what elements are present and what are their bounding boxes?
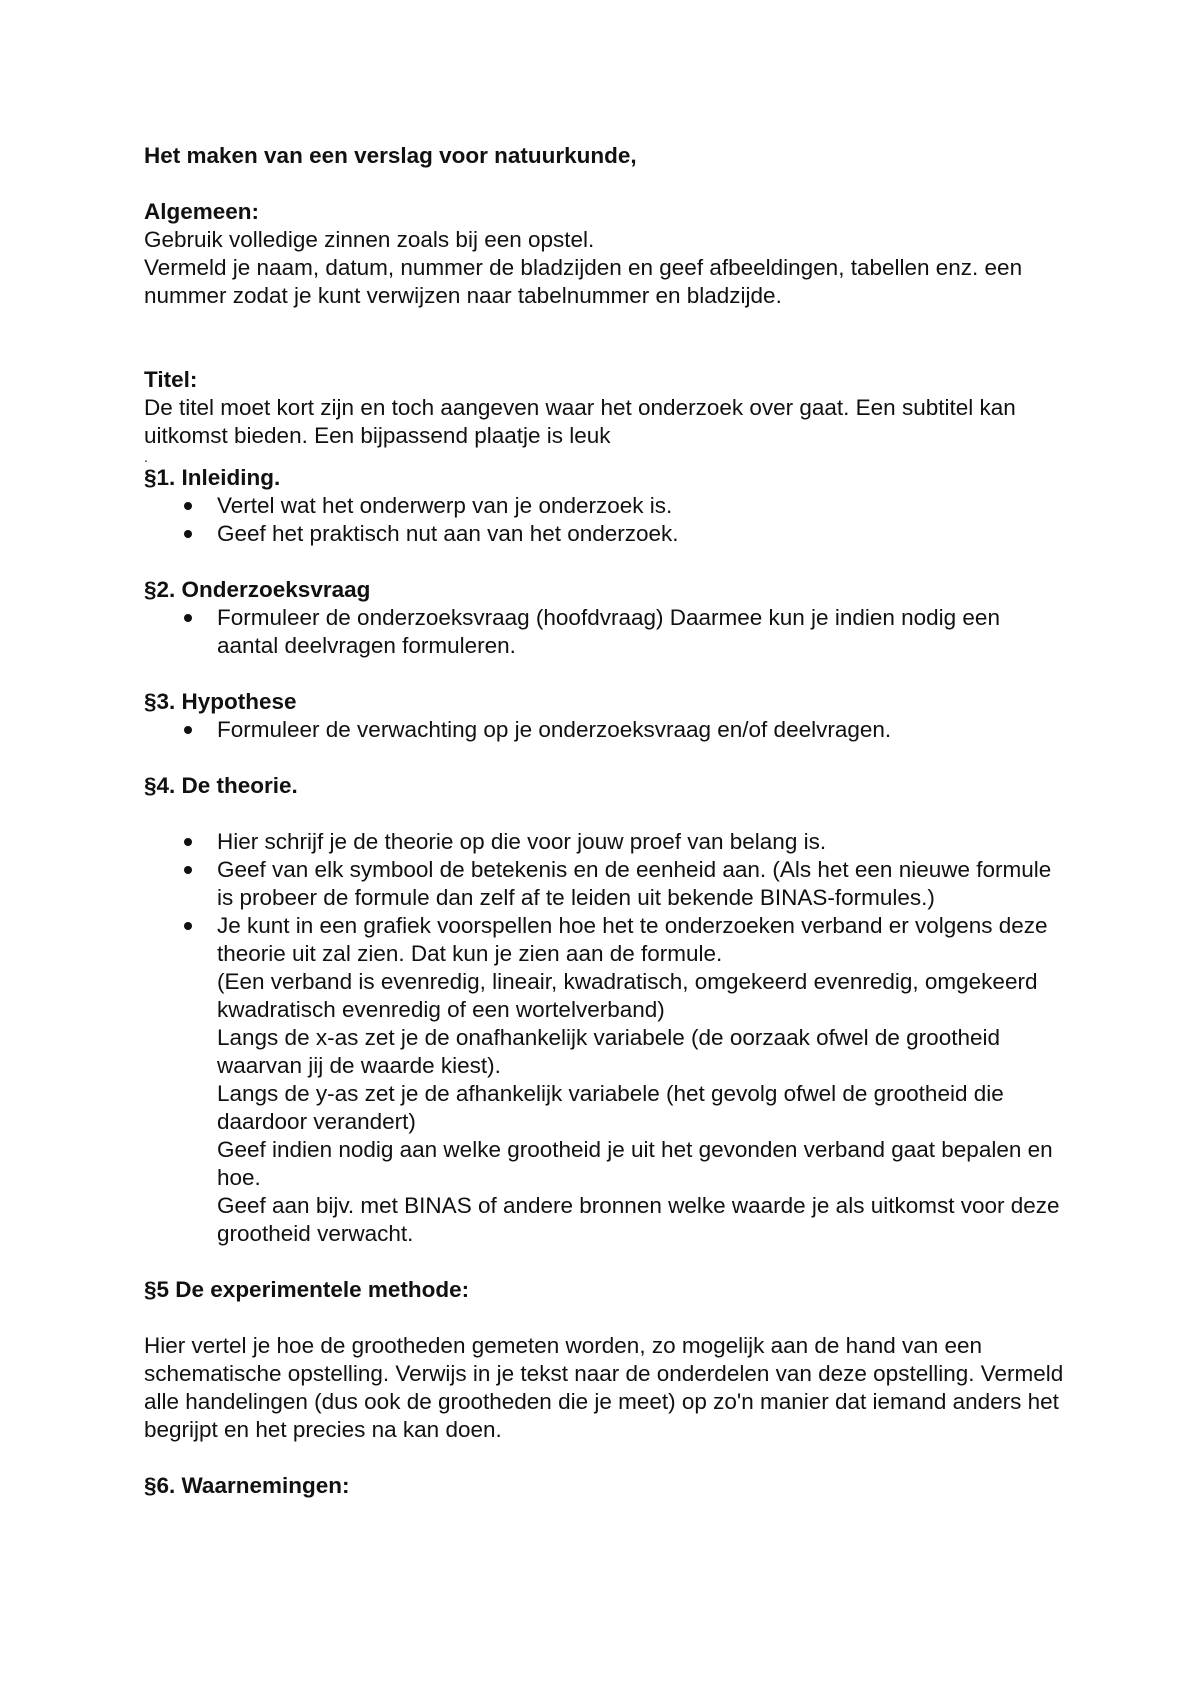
bullet-icon — [184, 614, 192, 622]
list-item — [144, 828, 1064, 856]
bullet-icon — [184, 530, 192, 538]
theorie-grafiek-intro: Je kunt in een grafiek voorspellen hoe het te onderzoeken verband er volgens deze theorie uit zal zien. Dat kun je zien aan de formule. — [217, 913, 1048, 966]
list-item-text: Formuleer de onderzoeksvraag (hoofdvraag) Daarmee kun je indien nodig een aantal deelvragen formuleren. — [217, 605, 1000, 658]
list-item-text: Vertel wat het onderwerp van je onderzoek is. — [217, 493, 673, 518]
bullet-icon — [184, 726, 192, 734]
algemeen-line-2: Vermeld je naam, datum, nummer de bladzijden en geef afbeeldingen, tabellen enz. een nummer zodat je kunt verwijzen naar tabelnummer en bladzijde. — [144, 255, 1023, 308]
titel-text: De titel moet kort zijn en toch aangeven waar het onderzoek over gaat. Een subtitel kan uitkomst bieden. Een bijpassend plaatje is leuk — [144, 395, 1016, 448]
onderzoeksvraag-list — [144, 604, 1064, 660]
list-item — [144, 492, 1064, 520]
heading-methode: §5 De experimentele methode: — [144, 1277, 470, 1302]
heading-titel: Titel: — [144, 367, 198, 392]
heading-theorie: §4. De theorie. — [144, 773, 298, 798]
bullet-icon — [184, 866, 192, 874]
list-item-text: Hier schrijf je de theorie op die voor jouw proef van belang is. — [217, 829, 827, 854]
document-title: Het maken van een verslag voor natuurkunde, — [144, 143, 637, 168]
methode-text: Hier vertel je hoe de grootheden gemeten worden, zo mogelijk aan de hand van een schematische opstelling. Verwijs in je tekst naar de onderdelen van deze opstelling. Vermeld alle handelingen (dus ook de grootheden die je meet) op zo'n manier dat iemand anders het begrijpt en het precies na kan doen. — [144, 1333, 1064, 1442]
bullet-icon — [184, 838, 192, 846]
list-item-text: Geef van elk symbool de betekenis en de eenheid aan. (Als het een nieuwe formule is probeer de formule dan zelf af te leiden uit bekende BINAS-formules.) — [217, 857, 1052, 910]
theorie-x-as: Langs de x-as zet je de onafhankelijk variabele (de oorzaak ofwel de grootheid waarvan jij de waarde kiest). — [217, 1025, 1000, 1078]
list-item — [144, 716, 1064, 744]
theorie-binas: Geef aan bijv. met BINAS of andere bronnen welke waarde je als uitkomst voor deze grootheid verwacht. — [217, 1193, 1060, 1246]
list-item-text: Formuleer de verwachting op je onderzoeksvraag en/of deelvragen. — [217, 717, 892, 742]
theorie-y-as: Langs de y-as zet je de afhankelijk variabele (het gevolg ofwel de grootheid die daardoor verandert) — [217, 1081, 1004, 1134]
list-item — [144, 856, 1064, 912]
heading-inleiding: §1. Inleiding. — [144, 465, 281, 490]
hypothese-list — [144, 716, 1064, 744]
list-item — [144, 912, 1064, 1248]
bullet-icon — [184, 502, 192, 510]
heading-algemeen: Algemeen: — [144, 199, 260, 224]
inleiding-list — [144, 492, 1064, 548]
heading-waarnemingen: §6. Waarnemingen: — [144, 1473, 350, 1498]
algemeen-line-1: Gebruik volledige zinnen zoals bij een opstel. — [144, 227, 595, 252]
bullet-icon — [184, 922, 192, 930]
list-item — [144, 604, 1064, 660]
document-page — [144, 142, 1064, 1500]
heading-hypothese: §3. Hypothese — [144, 689, 297, 714]
list-item — [144, 520, 1064, 548]
theorie-list — [144, 828, 1064, 1248]
theorie-verband: (Een verband is evenredig, lineair, kwadratisch, omgekeerd evenredig, omgekeerd kwadratisch evenredig of een wortelverband) — [217, 969, 1038, 1022]
heading-onderzoeksvraag: §2. Onderzoeksvraag — [144, 577, 371, 602]
list-item-text: Geef het praktisch nut aan van het onderzoek. — [217, 521, 679, 546]
theorie-grootheid: Geef indien nodig aan welke grootheid je uit het gevonden verband gaat bepalen en hoe. — [217, 1137, 1053, 1190]
stray-dot: . — [144, 449, 148, 465]
